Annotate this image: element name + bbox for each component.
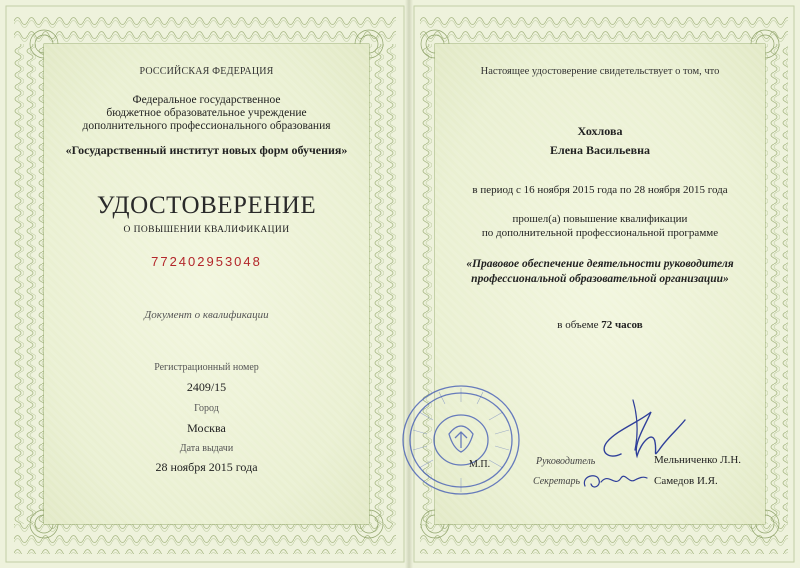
passed-line-1: прошел(а) повышение квалификации [512,213,688,225]
org-line-1: Федеральное государственное [132,94,281,106]
intro-text: Настоящее удостоверение свидетельствует о том, что [480,66,720,77]
document-subtitle: О ПОВЫШЕНИИ КВАЛИФИКАЦИИ [123,225,290,235]
holder-surname: Хохлова [577,124,623,138]
secretary-label: Секретарь [533,476,581,487]
issue-date-label: Дата выдачи [179,443,234,454]
institute-name: «Государственный институт новых форм обучения» [65,143,348,157]
country-label: РОССИЙСКАЯ ФЕДЕРАЦИЯ [139,66,274,77]
org-line-2: бюджетное образовательное учреждение [106,107,307,119]
secretary-signature [579,468,649,494]
city-value: Москва [187,421,226,435]
right-page [409,0,800,568]
issue-date-value: 28 ноября 2015 года [155,460,258,474]
serial-number: 772402953048 [151,254,262,269]
registration-number: 2409/15 [186,380,227,394]
volume-value: 72 часов [601,319,643,331]
registration-label: Регистрационный номер [154,362,259,373]
passed-line-2: по дополнительной профессиональной программе [481,227,719,239]
training-period: в период с 16 ноября 2015 года по 28 ноября 2015 года [472,184,728,196]
official-seal [399,382,523,498]
head-label: Руководитель [536,456,596,467]
program-volume [435,319,765,331]
left-inner-panel [44,44,369,524]
right-inner-panel [435,44,765,524]
org-line-3: дополнительного профессионального образования [82,120,331,132]
document-title: УДОСТОВЕРЕНИЕ [96,192,317,219]
head-name: Мельниченко Л.Н. [654,454,742,466]
program-line-1: «Правовое обеспечение деятельности руководителя [466,258,734,270]
city-label: Город [194,403,219,414]
volume-prefix: в объеме [557,319,602,331]
document-type: Документ о квалификации [144,309,269,321]
secretary-name: Самедов И.Я. [654,475,718,487]
holder-name: Елена Васильевна [549,143,651,157]
program-line-2: профессиональной образовательной организации» [471,273,729,285]
mp-label: М.П. [469,459,491,470]
